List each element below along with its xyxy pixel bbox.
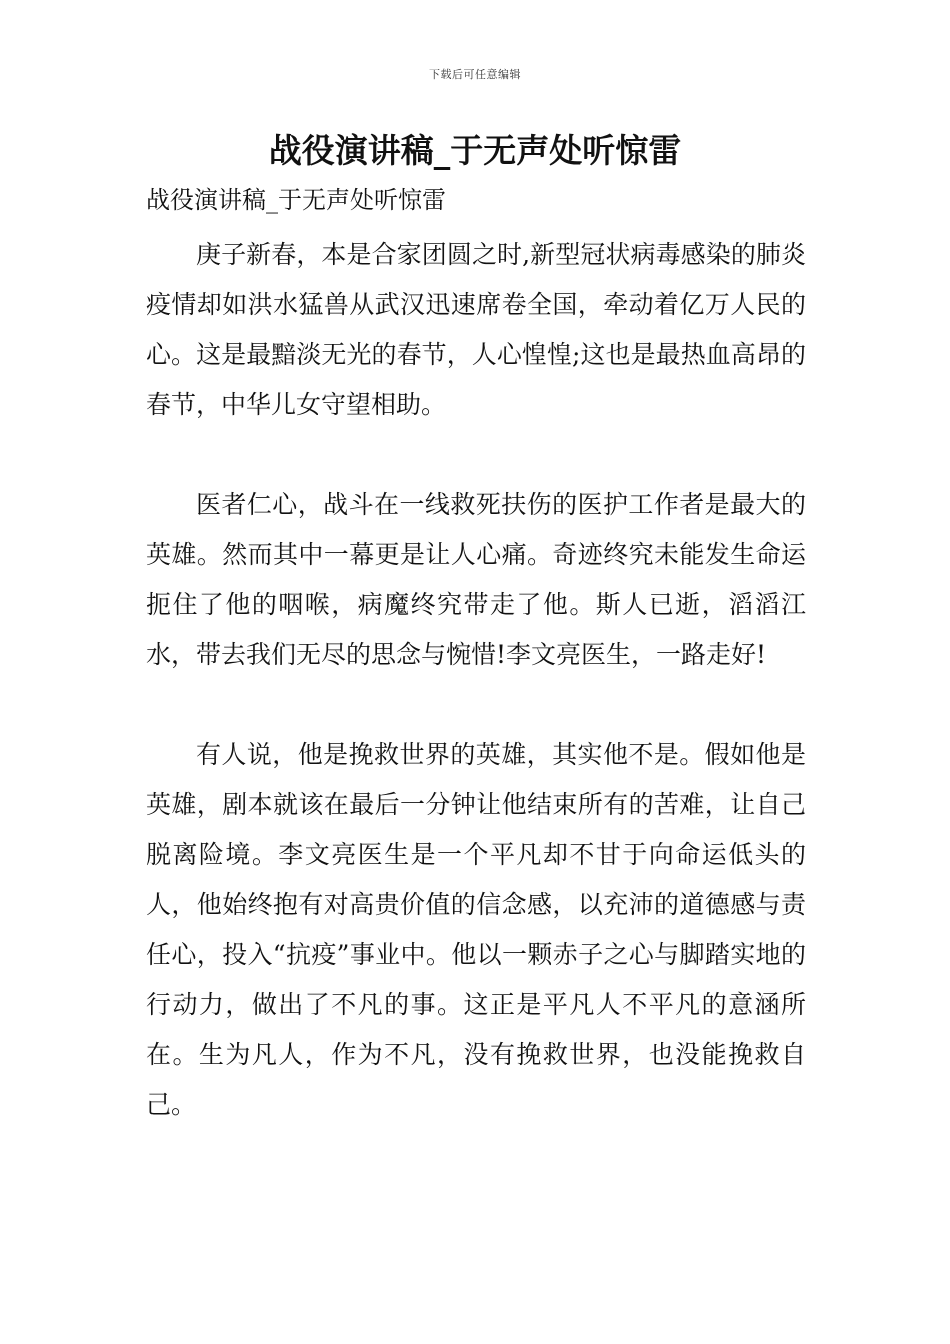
document-body <box>146 180 806 1130</box>
paragraph-1: 庚子新春，本是合家团圆之时,新型冠状病毒感染的肺炎疫情却如洪水猛兽从武汉迅速席卷全国，牵动着亿万人民的心。这是最黯淡无光的春节，人心惶惶;这也是最热血高昂的春节，中华儿女守望相助。 <box>146 240 806 419</box>
header-note: 下载后可任意编辑 <box>429 68 521 81</box>
paragraph-2: 医者仁心，战斗在一线救死扶伤的医护工作者是最大的英雄。然而其中一幕更是让人心痛。奇迹终究未能发生命运扼住了他的咽喉，病魔终究带走了他。斯人已逝，滔滔江水，带去我们无尽的思念与惋惜!李文亮医生，一路走好! <box>146 490 806 669</box>
document-title: 战役演讲稿_于无声处听惊雷 <box>268 131 682 170</box>
document-subtitle: 战役演讲稿_于无声处听惊雷 <box>146 186 446 214</box>
paragraph-3: 有人说，他是挽救世界的英雄，其实他不是。假如他是英雄，剧本就该在最后一分钟让他结束所有的苦难，让自己脱离险境。李文亮医生是一个平凡却不甘于向命运低头的人，他始终抱有对高贵价值的信念感，以充沛的道德感与责任心，投入“抗疫”事业中。他以一颗赤子之心与脚踏实地的行动力，做出了不凡的事。这正是平凡人不平凡的意涵所在。生为凡人，作为不凡，没有挽救世界，也没能挽救自己。 <box>146 740 806 1119</box>
